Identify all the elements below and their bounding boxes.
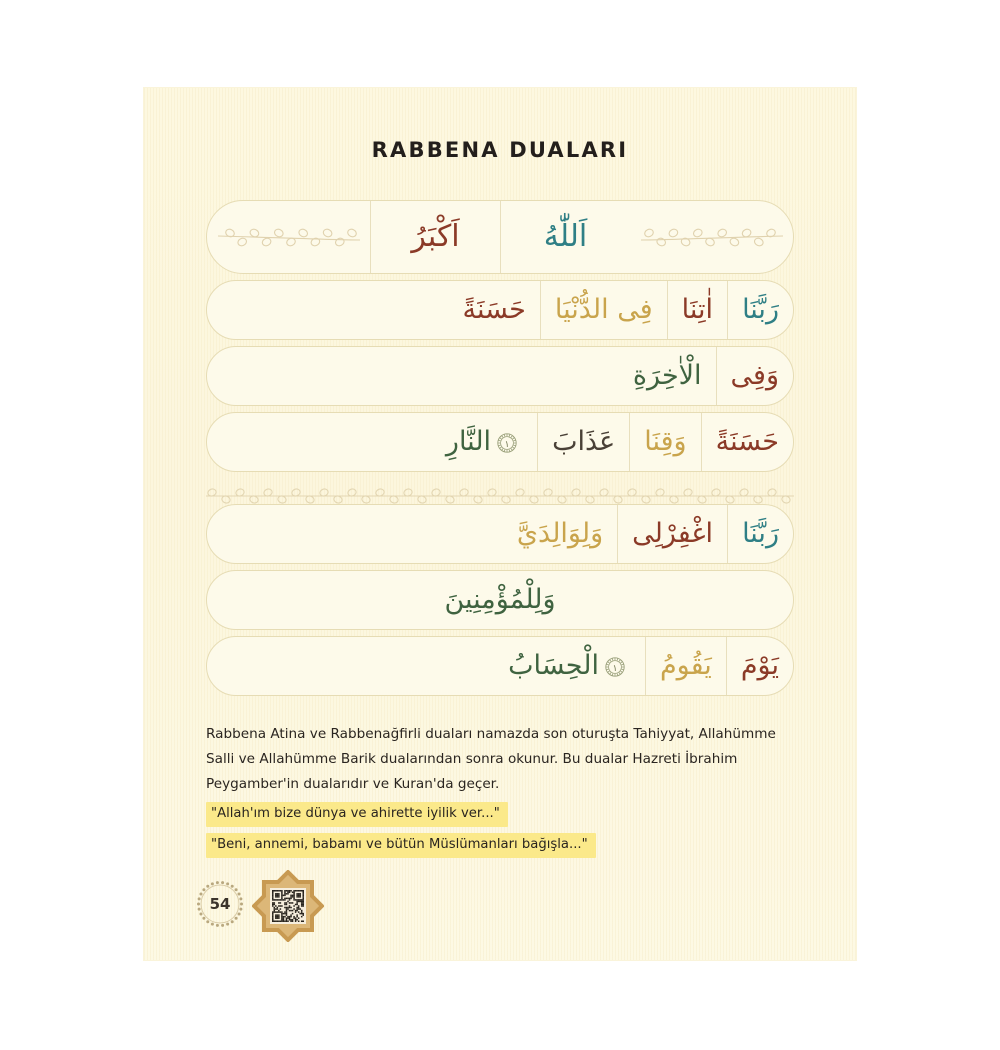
svg-text:١: ١ bbox=[612, 664, 618, 675]
word-allah-text: اَللّٰهُ bbox=[543, 219, 588, 255]
word-vekina-text: وَقِنَا bbox=[644, 425, 687, 457]
word-hisab bbox=[494, 637, 645, 695]
word-hasaneten-2-text: حَسَنَةً bbox=[715, 425, 779, 457]
verse-row-velilmuminine bbox=[206, 570, 794, 630]
word-yekumu-text: يَقُومُ bbox=[659, 649, 712, 681]
word-fiddunya bbox=[540, 281, 667, 339]
word-velivalideyye bbox=[503, 505, 617, 563]
word-ahirati-text: الْاٰخِرَةِ bbox=[632, 359, 702, 391]
verse-list bbox=[206, 200, 794, 702]
verse-row-yevme-yekumul-hisab bbox=[206, 636, 794, 696]
ornament-divider bbox=[202, 486, 798, 506]
word-yevme bbox=[726, 637, 793, 695]
word-nar-text: النَّارِ bbox=[445, 425, 492, 457]
word-ekber-text: اَكْبَرُ bbox=[411, 219, 460, 255]
quote-text: "Allah'ım bize dünya ve ahirette iyilik ver..." bbox=[206, 802, 508, 827]
ayah-end-marker bbox=[496, 432, 518, 454]
word-ahirati bbox=[619, 347, 716, 405]
quote-line-2 bbox=[206, 833, 798, 858]
qr-code-badge[interactable] bbox=[252, 870, 324, 942]
ayah-end-marker bbox=[604, 656, 626, 678]
word-azabe-text: عَذَابَ bbox=[552, 425, 616, 457]
quote-line-1 bbox=[206, 802, 798, 827]
verse-row-rabbena-atina bbox=[206, 280, 794, 340]
vine-ornament-right-icon bbox=[630, 201, 793, 273]
word-ekber bbox=[370, 201, 500, 273]
body-paragraph: Rabbena Atina ve Rabbenağfirli duaları namazda son oturuşta Tahiyyat, Allahümme Salli ve Allahümme Barik dualarından sonra okunur. Bu dualar Hazreti İbrahim Peygamber'in dualarıdır ve Kuran'da geçer. bbox=[206, 726, 776, 792]
book-page bbox=[144, 88, 856, 960]
word-velilmuminine-text: وَلِلْمُؤْمِنِينَ bbox=[444, 583, 556, 615]
word-allah bbox=[500, 201, 630, 273]
word-rabbena-2 bbox=[727, 505, 793, 563]
word-hisab-text: الْحِسَابُ bbox=[508, 649, 599, 681]
word-yevme-text: يَوْمَ bbox=[740, 649, 779, 681]
word-vekina bbox=[629, 413, 700, 471]
quote-text: "Beni, annemi, babamı ve bütün Müslümanları bağışla..." bbox=[206, 833, 596, 858]
word-gfirli bbox=[617, 505, 727, 563]
word-yekumu bbox=[645, 637, 726, 695]
svg-text:١: ١ bbox=[504, 440, 510, 451]
word-vefi bbox=[716, 347, 793, 405]
page-number-badge bbox=[194, 878, 246, 930]
page-title: RABBENA DUALARI bbox=[371, 138, 629, 162]
word-velivalideyye-text: وَلِوَالِدَيَّ bbox=[516, 517, 604, 549]
word-hasaneten-1-text: حَسَنَةً bbox=[462, 293, 526, 325]
word-rabbena bbox=[727, 281, 793, 339]
verse-row-rabbena-gfirli bbox=[206, 504, 794, 564]
word-hasaneten-2 bbox=[701, 413, 793, 471]
word-fiddunya-text: فِى الدُّنْيَا bbox=[554, 293, 653, 325]
word-atina bbox=[667, 281, 727, 339]
verse-row-ve-fil-ahirati bbox=[206, 346, 794, 406]
page-footer bbox=[194, 870, 394, 950]
verse-row-takbir bbox=[206, 200, 794, 274]
word-nar bbox=[432, 413, 537, 471]
word-atina-text: اٰتِنَا bbox=[681, 293, 714, 325]
page-number-text: 54 bbox=[209, 895, 231, 913]
word-velilmuminine bbox=[207, 571, 793, 629]
verse-row-hasaneten-ve-kina bbox=[206, 412, 794, 472]
word-azabe bbox=[537, 413, 629, 471]
word-gfirli-text: اغْفِرْلِى bbox=[632, 517, 714, 549]
word-hasaneten-1 bbox=[448, 281, 539, 339]
vine-ornament-left-icon bbox=[207, 201, 370, 273]
word-vefi-text: وَفِى bbox=[730, 359, 779, 391]
word-rabbena-2-text: رَبَّنَا bbox=[742, 517, 779, 549]
word-rabbena-text: رَبَّنَا bbox=[742, 293, 779, 325]
